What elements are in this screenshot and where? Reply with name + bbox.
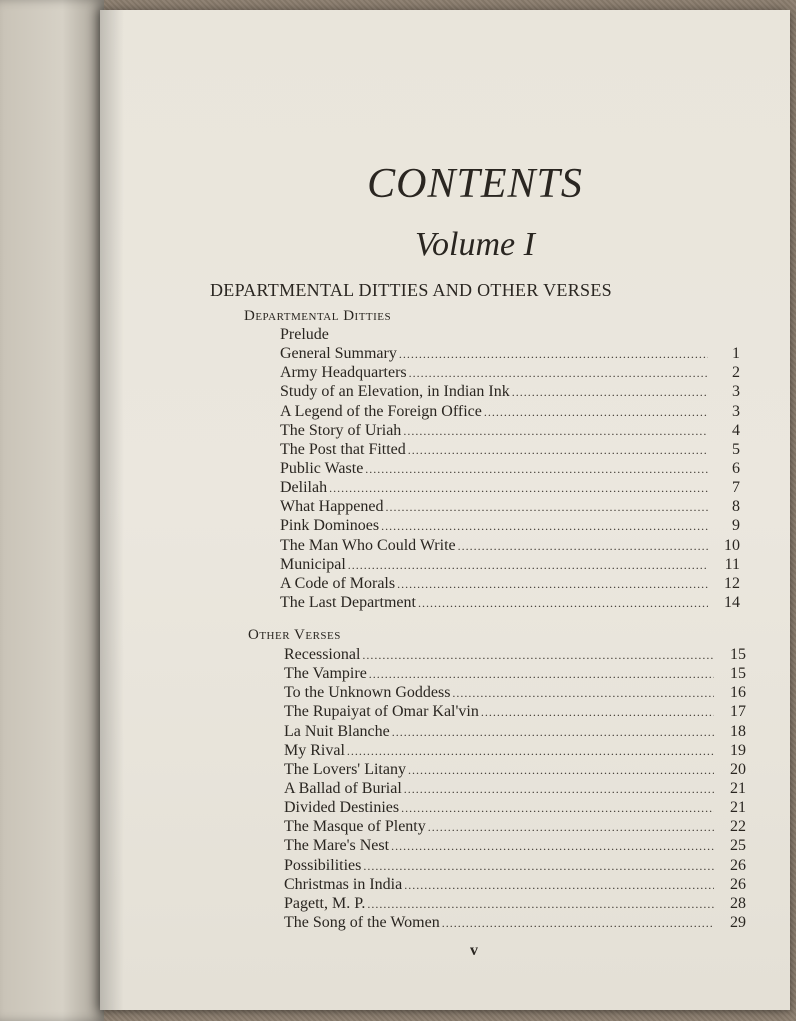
dot-leader (362, 648, 714, 663)
entry-page-number: 29 (730, 913, 746, 931)
toc-entry (284, 780, 746, 799)
entry-page-number: 9 (732, 517, 740, 535)
toc-entry (284, 723, 746, 742)
left-page-edge (0, 0, 104, 1021)
entry-title: The Masque of Plenty (284, 818, 426, 836)
entry-title: A Legend of the Foreign Office (280, 402, 482, 420)
dot-leader (386, 500, 708, 515)
toc-entry (284, 684, 746, 703)
dot-leader (329, 481, 708, 496)
toc-entry (284, 761, 746, 780)
entry-title: The Man Who Could Write (280, 536, 456, 554)
dot-leader (381, 519, 708, 534)
entry-title: Army Headquarters (280, 364, 407, 382)
entry-title: Municipal (280, 555, 346, 573)
entry-page-number: 28 (730, 894, 746, 912)
entry-title: The Last Department (280, 593, 416, 611)
toc-entry (280, 345, 740, 364)
entry-page-number: 15 (730, 646, 746, 663)
entry-title: My Rival (284, 741, 345, 759)
entry-page-number: 8 (732, 498, 740, 516)
entry-title: Public Waste (280, 459, 364, 477)
entry-title: The Story of Uriah (280, 421, 402, 439)
toc-entry (284, 818, 746, 837)
entry-page-number: 2 (732, 364, 740, 382)
dot-leader (404, 782, 714, 797)
dot-leader (404, 878, 714, 893)
entry-page-number: 1 (732, 345, 740, 363)
toc-entry (280, 537, 740, 556)
entry-title: To the Unknown Goddess (284, 684, 451, 702)
dot-leader (363, 859, 714, 874)
entry-title: The Mare's Nest (284, 837, 390, 855)
dot-leader (408, 443, 708, 458)
toc-entry (280, 364, 740, 383)
entry-page-number: 11 (724, 555, 740, 573)
toc-entry (280, 594, 740, 613)
entry-page-number: 6 (732, 459, 740, 477)
dot-leader (428, 820, 714, 835)
toc-entry (280, 517, 740, 536)
entry-title: The Post that Fitted (280, 440, 406, 458)
dot-leader (367, 897, 714, 912)
toc-entry (284, 895, 746, 914)
page-gutter-shadow (100, 10, 124, 1010)
volume-title: Volume I (415, 226, 535, 263)
toc-entry (284, 742, 746, 761)
toc-entry (280, 479, 740, 498)
toc-entry (280, 556, 740, 575)
subsection-heading-departmental-ditties: Departmental Ditties (244, 308, 392, 324)
toc-entry (280, 498, 740, 517)
entry-title: Prelude (280, 326, 329, 343)
entry-title: Pink Dominoes (280, 517, 380, 535)
entry-page-number: 26 (730, 875, 746, 893)
dot-leader (481, 705, 714, 720)
toc-entry (280, 460, 740, 479)
entry-page-number: 10 (724, 536, 740, 554)
entry-title: Delilah (280, 479, 328, 497)
entry-page-number: 17 (730, 703, 746, 721)
page-folio: v (470, 942, 478, 959)
entry-title: Study of an Elevation, in Indian Ink (280, 383, 510, 401)
dot-leader (512, 385, 708, 400)
entry-title: General Summary (280, 345, 397, 363)
dot-leader (369, 667, 714, 682)
toc-entry (280, 441, 740, 460)
toc-entry (284, 646, 746, 665)
entry-page-number: 18 (730, 722, 746, 740)
toc-entry (284, 703, 746, 722)
entry-page-number: 19 (730, 741, 746, 759)
dot-leader (409, 366, 708, 381)
dot-leader (452, 686, 714, 701)
dot-leader (442, 916, 714, 931)
entry-page-number: 22 (730, 818, 746, 836)
toc-entry (284, 799, 746, 818)
entry-title: The Rupaiyat of Omar Kal'vin (284, 703, 479, 721)
dot-leader (348, 558, 708, 573)
subsection-heading-other-verses: Other Verses (248, 627, 341, 643)
entry-page-number: 4 (732, 421, 740, 439)
toc-entry (280, 575, 740, 594)
entry-page-number: 5 (732, 440, 740, 458)
departmental-ditties-list (280, 326, 740, 613)
entry-title: A Code of Morals (280, 574, 396, 592)
entry-title: Divided Destinies (284, 799, 400, 817)
dot-leader (347, 744, 714, 759)
dot-leader (391, 839, 714, 854)
entry-page-number: 14 (724, 593, 740, 611)
toc-entry (284, 914, 746, 933)
dot-leader (408, 763, 714, 778)
entry-page-number: 3 (732, 383, 740, 401)
entry-page-number: 7 (732, 479, 740, 497)
toc-entry (284, 857, 746, 876)
entry-page-number: 12 (724, 574, 740, 592)
contents-title: CONTENTS (367, 161, 583, 207)
dot-leader (403, 424, 708, 439)
dot-leader (399, 347, 708, 362)
entry-title: Recessional (284, 646, 361, 663)
dot-leader (418, 596, 708, 611)
dot-leader (392, 725, 714, 740)
entry-page-number: 15 (730, 665, 746, 683)
entry-title: Pagett, M. P. (284, 894, 366, 912)
dot-leader (458, 539, 708, 554)
toc-entry (284, 876, 746, 895)
entry-page-number: 21 (730, 799, 746, 817)
entry-page-number: 3 (732, 402, 740, 420)
entry-title: What Happened (280, 498, 384, 516)
entry-title: A Ballad of Burial (284, 779, 402, 797)
entry-page-number: 21 (730, 779, 746, 797)
entry-page-number: 16 (730, 684, 746, 702)
entry-title: The Song of the Women (284, 913, 440, 931)
toc-entry (280, 326, 740, 345)
dot-leader (365, 462, 708, 477)
entry-page-number: 25 (730, 837, 746, 855)
toc-entry (280, 383, 740, 402)
toc-entry (284, 665, 746, 684)
section-heading: DEPARTMENTAL DITTIES AND OTHER VERSES (210, 280, 612, 300)
entry-title: The Lovers' Litany (284, 760, 406, 778)
entry-title: La Nuit Blanche (284, 722, 390, 740)
dot-leader (397, 577, 708, 592)
other-verses-list (284, 646, 746, 933)
entry-title: The Vampire (284, 665, 367, 683)
entry-title: Christmas in India (284, 875, 403, 893)
dot-leader (484, 405, 708, 420)
entry-page-number: 20 (730, 760, 746, 778)
toc-entry (280, 403, 740, 422)
entry-page-number: 26 (730, 856, 746, 874)
toc-entry (280, 422, 740, 441)
entry-title: Possibilities (284, 856, 362, 874)
dot-leader (401, 801, 714, 816)
toc-entry (284, 837, 746, 856)
